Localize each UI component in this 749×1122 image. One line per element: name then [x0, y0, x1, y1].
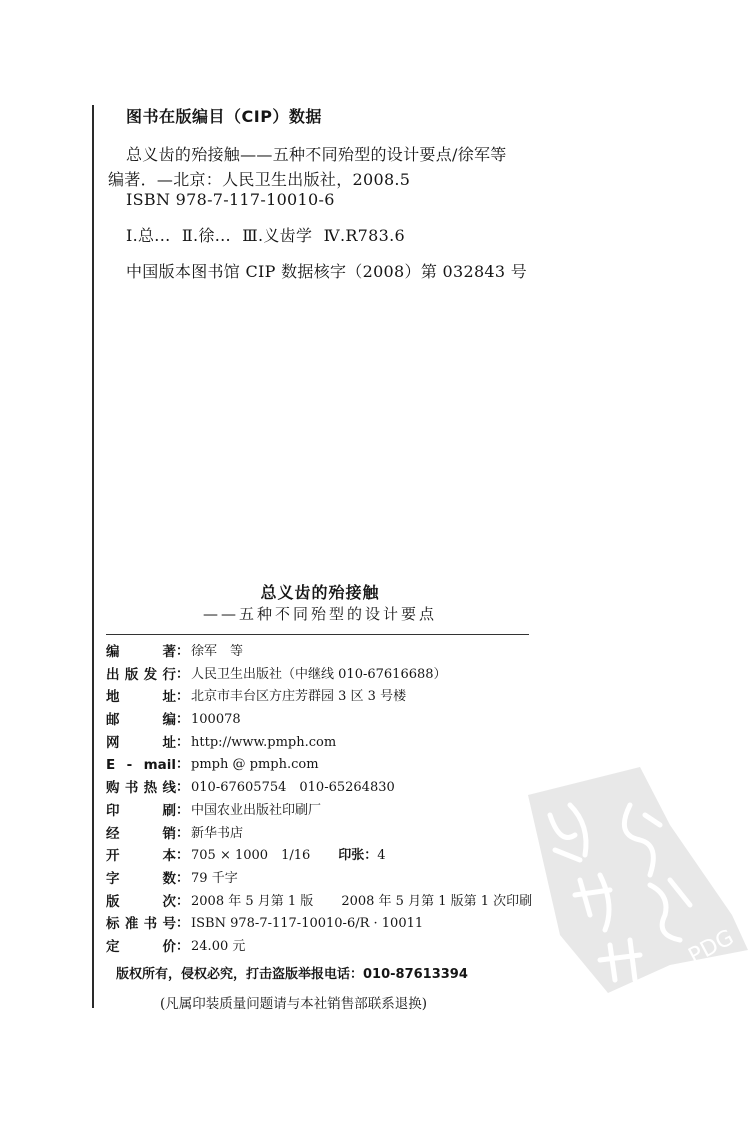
cip-heading: 图书在版编目（CIP）数据	[126, 107, 322, 126]
cip-classification-line: Ⅰ.总... Ⅱ.徐... Ⅲ.义齿学 Ⅳ.R783.6	[126, 226, 405, 245]
info-label: 编 著	[106, 644, 176, 660]
info-value: 010-67605754 010-65264830	[191, 780, 395, 796]
info-extra-value: 2008 年 5 月第 1 版第 1 次印刷	[341, 893, 533, 909]
info-label: 网 址	[106, 734, 176, 751]
info-row: 邮 编 ： 100078	[106, 709, 546, 732]
info-value: 100078	[191, 712, 241, 728]
cip-record-number: 中国版本图书馆 CIP 数据核字（2008）第 032843 号	[126, 262, 528, 281]
info-value: 北京市丰台区方庄芳群园 3 区 3 号楼	[191, 689, 407, 705]
info-extra-label: 印张：	[338, 848, 378, 864]
info-value: 705 × 1000 1/16	[191, 848, 311, 864]
info-value: 79 千字	[191, 870, 238, 886]
info-value: 24.00 元	[191, 938, 246, 954]
publication-info-table	[106, 641, 546, 959]
cip-publisher-line: 编著．—北京：人民卫生出版社，2008.5	[108, 170, 411, 189]
info-row: 地 址 ： 北京市丰台区方庄芳群园 3 区 3 号楼	[106, 686, 546, 709]
info-value: ISBN 978-7-117-10010-6/R · 10011	[191, 916, 424, 932]
info-value: 人民卫生出版社（中继线 010-67616688）	[191, 666, 447, 682]
info-value: http://www.pmph.com	[191, 734, 337, 750]
info-value: 中国农业出版社印刷厂	[191, 802, 322, 818]
info-row: 出 版 发 行 ： 人民卫生出版社（中继线 010-67616688）	[106, 664, 546, 687]
info-label: E - mail	[106, 757, 176, 774]
info-label: 购 书 热 线	[106, 780, 176, 797]
copyright-notice: 版权所有，侵权必究，打击盗版举报电话：010-87613394	[116, 967, 468, 982]
info-row: 编 著 ： 徐军 等	[106, 641, 546, 664]
info-row: 网 址 ： http://www.pmph.com	[106, 732, 546, 755]
title-divider	[106, 634, 529, 635]
info-label: 印 刷	[106, 802, 176, 819]
info-label: 开 本	[106, 848, 176, 865]
return-policy-note: (凡属印装质量问题请与本社销售部联系退换)	[160, 996, 428, 1012]
info-row: E - mail ： pmph @ pmph.com	[106, 754, 546, 777]
info-label: 邮 编	[106, 712, 176, 729]
book-subtitle: ——五种不同殆型的设计要点	[202, 605, 437, 623]
info-row: 购 书 热 线 ： 010-67605754 010-65264830	[106, 777, 546, 800]
info-value: 新华书店	[191, 825, 244, 841]
info-row: 字 数 ： 79 千字	[106, 868, 546, 891]
svg-text:PDG: PDG	[684, 925, 739, 970]
info-label: 定 价	[106, 938, 176, 955]
watermark-seal-icon	[520, 765, 749, 995]
info-label: 字 数	[106, 870, 176, 887]
info-label: 地 址	[106, 689, 176, 706]
info-label: 版 次	[106, 893, 176, 910]
info-extra-value: 4	[377, 848, 386, 864]
info-row: 定 价 ： 24.00 元	[106, 936, 546, 959]
info-label: 经 销	[106, 825, 176, 842]
book-title: 总义齿的殆接触	[260, 583, 380, 602]
left-margin-rule	[92, 105, 94, 1008]
info-row: 开 本 ： 705 × 1000 1/16 印张： 4	[106, 845, 546, 868]
info-value: 徐军 等	[191, 644, 244, 659]
info-value: pmph @ pmph.com	[191, 757, 319, 773]
info-row: 印 刷 ： 中国农业出版社印刷厂	[106, 800, 546, 823]
info-row: 版 次 ： 2008 年 5 月第 1 版 2008 年 5 月第 1 版第 1 次印刷	[106, 891, 546, 914]
info-row: 经 销 ： 新华书店	[106, 823, 546, 846]
info-value: 2008 年 5 月第 1 版	[191, 893, 314, 909]
cip-isbn-line: ISBN 978-7-117-10010-6	[126, 190, 335, 209]
info-label: 出 版 发 行	[106, 666, 176, 683]
info-label: 标 准 书 号	[106, 916, 176, 933]
cip-title-line: 总义齿的殆接触——五种不同殆型的设计要点/徐军等	[126, 145, 507, 164]
info-row: 标 准 书 号 ： ISBN 978-7-117-10010-6/R · 10011	[106, 913, 546, 936]
